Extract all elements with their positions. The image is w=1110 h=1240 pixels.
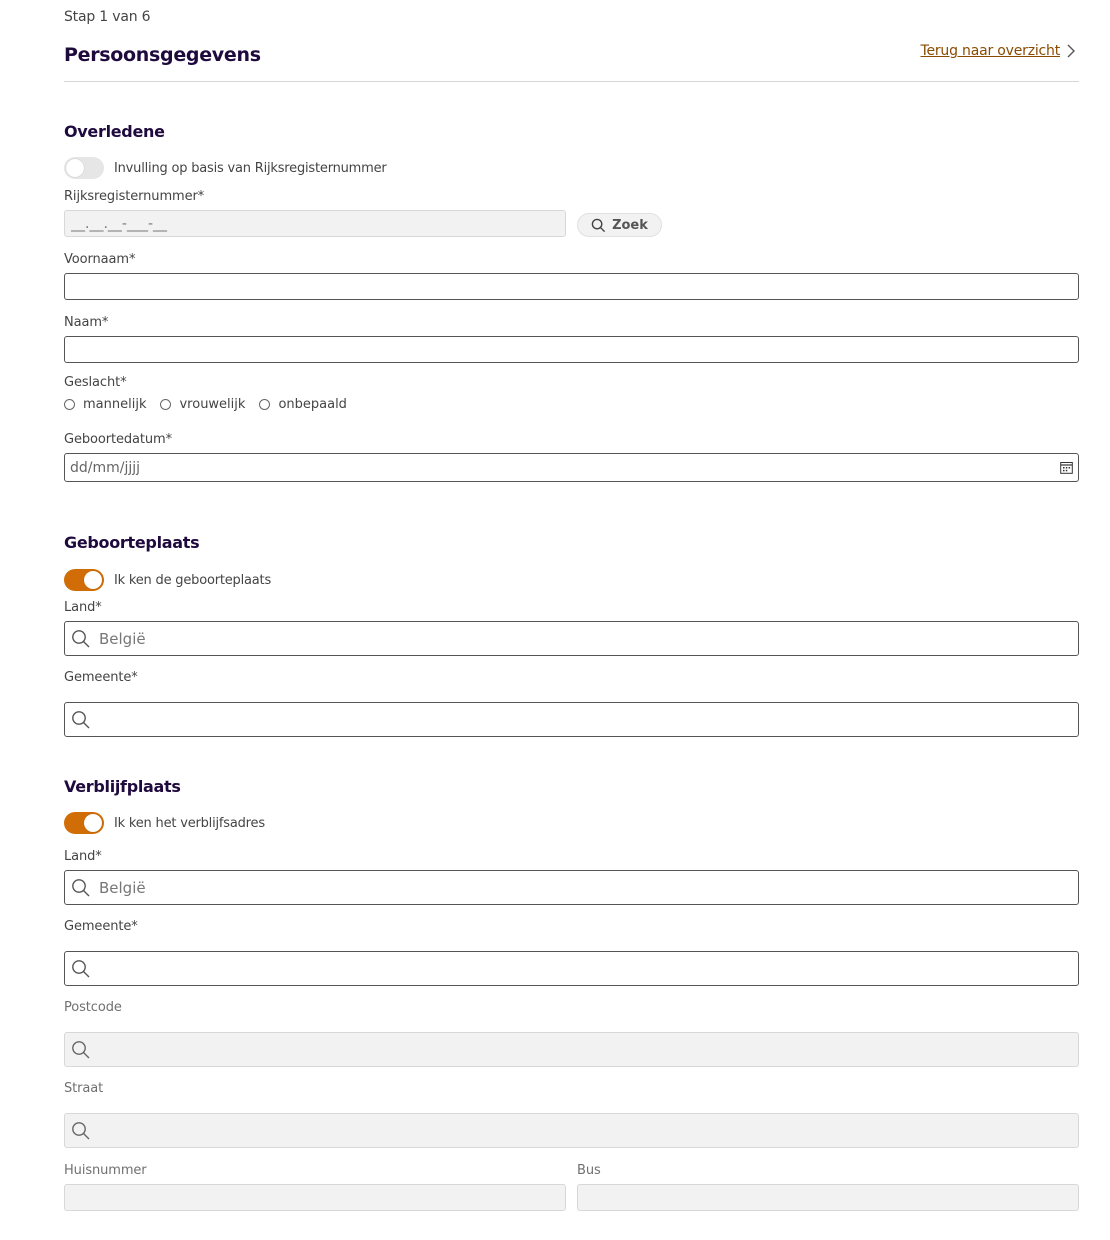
- header-divider: [64, 81, 1079, 82]
- toggle-knob: [84, 571, 102, 589]
- verblijfplaats-toggle-row: [64, 812, 265, 834]
- search-button-label: Zoek: [612, 217, 648, 233]
- geboorte-gemeente-label: Gemeente*: [64, 670, 138, 685]
- search-icon: [591, 218, 606, 233]
- page-title: Persoonsgegevens: [64, 44, 261, 66]
- postcode-combobox[interactable]: [64, 1032, 1079, 1067]
- verblijf-land-value: België: [99, 878, 146, 897]
- verblijfplaats-toggle[interactable]: [64, 812, 104, 834]
- search-icon: [71, 878, 91, 898]
- search-icon: [71, 959, 91, 979]
- radio-label-vrouwelijk: vrouwelijk: [179, 397, 246, 412]
- chevron-right-icon: [1066, 44, 1076, 58]
- verblijf-gemeente-label: Gemeente*: [64, 919, 138, 934]
- verblijf-land-label: Land*: [64, 849, 102, 864]
- geboortedatum-label: Geboortedatum*: [64, 432, 172, 447]
- geboorteplaats-toggle-label: Ik ken de geboorteplaats: [114, 572, 272, 588]
- bus-label: Bus: [577, 1163, 601, 1178]
- search-icon: [71, 710, 91, 730]
- search-icon: [71, 1121, 91, 1141]
- rrn-toggle[interactable]: [64, 157, 104, 179]
- radio-onbepaald[interactable]: [259, 397, 347, 412]
- step-indicator: Stap 1 van 6: [64, 9, 151, 25]
- naam-input[interactable]: [64, 336, 1079, 363]
- geboortedatum-input[interactable]: [64, 453, 1079, 482]
- geboorteplaats-toggle-row: [64, 569, 271, 591]
- geboorte-land-combobox[interactable]: [64, 621, 1079, 656]
- toggle-knob: [84, 814, 102, 832]
- section-title-overledene: Overledene: [64, 122, 165, 141]
- date-placeholder: dd/mm/jjjj: [70, 459, 141, 476]
- geslacht-radio-group: [64, 397, 361, 412]
- voornaam-label: Voornaam*: [64, 252, 136, 267]
- radio-label-mannelijk: mannelijk: [83, 397, 147, 412]
- back-to-overview-link[interactable]: [920, 43, 1076, 59]
- straat-label: Straat: [64, 1081, 104, 1096]
- rrn-label: Rijksregisternummer*: [64, 189, 205, 204]
- geboorteplaats-toggle[interactable]: [64, 569, 104, 591]
- huisnummer-input[interactable]: [64, 1184, 566, 1211]
- search-button[interactable]: [577, 213, 662, 237]
- radio-mannelijk[interactable]: [64, 397, 146, 412]
- section-title-verblijfplaats: Verblijfplaats: [64, 777, 181, 796]
- radio-label-onbepaald: onbepaald: [278, 397, 347, 412]
- radio-circle: [64, 399, 75, 410]
- radio-vrouwelijk[interactable]: [160, 397, 245, 412]
- toggle-knob: [66, 159, 84, 177]
- section-title-geboorteplaats: Geboorteplaats: [64, 533, 200, 552]
- rrn-toggle-row: [64, 157, 387, 179]
- huisnummer-label: Huisnummer: [64, 1163, 147, 1178]
- calendar-icon[interactable]: [1060, 461, 1073, 474]
- verblijf-land-combobox[interactable]: [64, 870, 1079, 905]
- geslacht-label: Geslacht*: [64, 375, 127, 390]
- verblijf-gemeente-combobox[interactable]: [64, 951, 1079, 986]
- radio-circle: [259, 399, 270, 410]
- back-link-label: Terug naar overzicht: [920, 43, 1060, 59]
- bus-input[interactable]: [577, 1184, 1079, 1211]
- search-icon: [71, 1040, 91, 1060]
- search-icon: [71, 629, 91, 649]
- naam-label: Naam*: [64, 315, 109, 330]
- geboorte-gemeente-combobox[interactable]: [64, 702, 1079, 737]
- voornaam-input[interactable]: [64, 273, 1079, 300]
- geboorte-land-label: Land*: [64, 600, 102, 615]
- postcode-label: Postcode: [64, 1000, 122, 1015]
- verblijfplaats-toggle-label: Ik ken het verblijfsadres: [114, 815, 265, 831]
- radio-circle: [160, 399, 171, 410]
- straat-combobox[interactable]: [64, 1113, 1079, 1148]
- rrn-input[interactable]: [64, 210, 566, 237]
- rrn-toggle-label: Invulling op basis van Rijksregisternummer: [114, 160, 387, 176]
- geboorte-land-value: België: [99, 629, 146, 648]
